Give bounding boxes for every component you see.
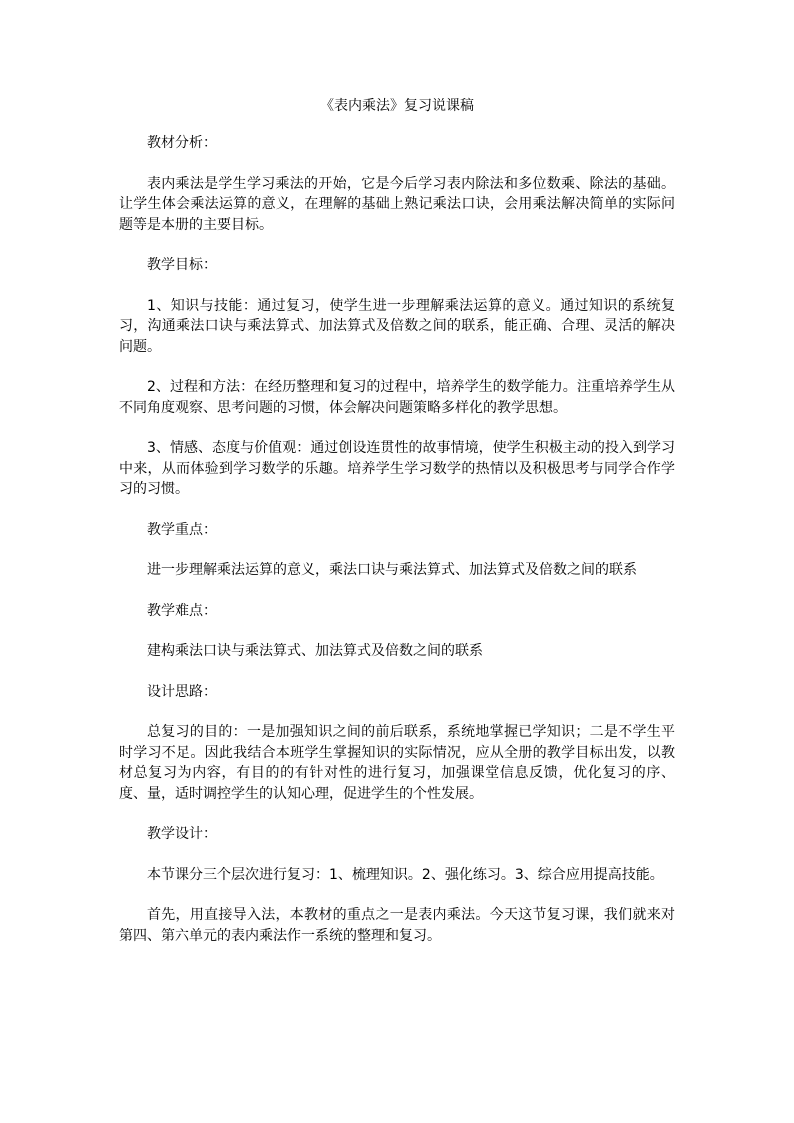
paragraph-review-levels: 本节课分三个层次进行复习：1、梳理知识。2、强化练习。3、综合应用提高技能。 — [147, 866, 664, 883]
paragraph-goal-process-methods: 2、过程和方法：在经历整理和复习的过程中，培养学生的数学能力。注重培养学生从不同角度观察、思考问题的习惯，体会解决问题策略多样化的教学思想。 — [119, 379, 675, 416]
paragraph-design-ideas: 总复习的目的：一是加强知识之间的前后联系，系统地掌握已学知识；二是不学生平时学习不足。因此我结合本班学生掌握知识的实际情况，应从全册的教学目标出发，以教材总复习为内容，有目的的有针对性的进行复习，加强课堂信息反馈，优化复习的序、度、量，适时调控学生的认知心理，促进学生的个性发展。 — [119, 724, 675, 802]
heading-design-ideas: 设计思路： — [147, 683, 217, 700]
document-title: 《表内乘法》复习说课稿 — [320, 98, 474, 114]
paragraph-goal-knowledge-skills: 1、知识与技能：通过复习，使学生进一步理解乘法运算的意义。通过知识的系统复习，沟通乘法口诀与乘法算式、加法算式及倍数之间的联系，能正确、合理、灵活的解决问题。 — [119, 297, 675, 355]
paragraph-difficult-points: 建构乘法口诀与乘法算式、加法算式及倍数之间的联系 — [147, 643, 483, 659]
heading-teaching-design: 教学设计： — [147, 826, 217, 842]
paragraph-key-points: 进一步理解乘法运算的意义，乘法口诀与乘法算式、加法算式及倍数之间的联系 — [147, 562, 637, 578]
heading-teaching-goals: 教学目标： — [147, 257, 217, 273]
paragraph-textbook-analysis: 表内乘法是学生学习乘法的开始，它是今后学习表内除法和多位数乘、除法的基础。让学生体会乘法运算的意义，在理解的基础上熟记乘法口诀，会用乘法解决简单的实际问题等是本册的主要目标。 — [119, 175, 675, 233]
heading-key-points: 教学重点： — [147, 521, 217, 538]
paragraph-introduction: 首先，用直接导入法，本教材的重点之一是表内乘法。今天这节复习课，我们就来对第四、第六单元的表内乘法作一系统的整理和复习。 — [119, 907, 675, 944]
heading-textbook-analysis: 教材分析： — [147, 135, 217, 151]
document-body — [119, 133, 675, 966]
paragraph-goal-emotion-attitude: 3、情感、态度与价值观：通过创设连贯性的故事情境，使学生积极主动的投入到学习中来，从而体验到学习数学的乐趣。培养学生学习数学的热情以及积极思考与同学合作学习的习惯。 — [119, 440, 675, 497]
heading-difficult-points: 教学难点： — [147, 602, 217, 619]
